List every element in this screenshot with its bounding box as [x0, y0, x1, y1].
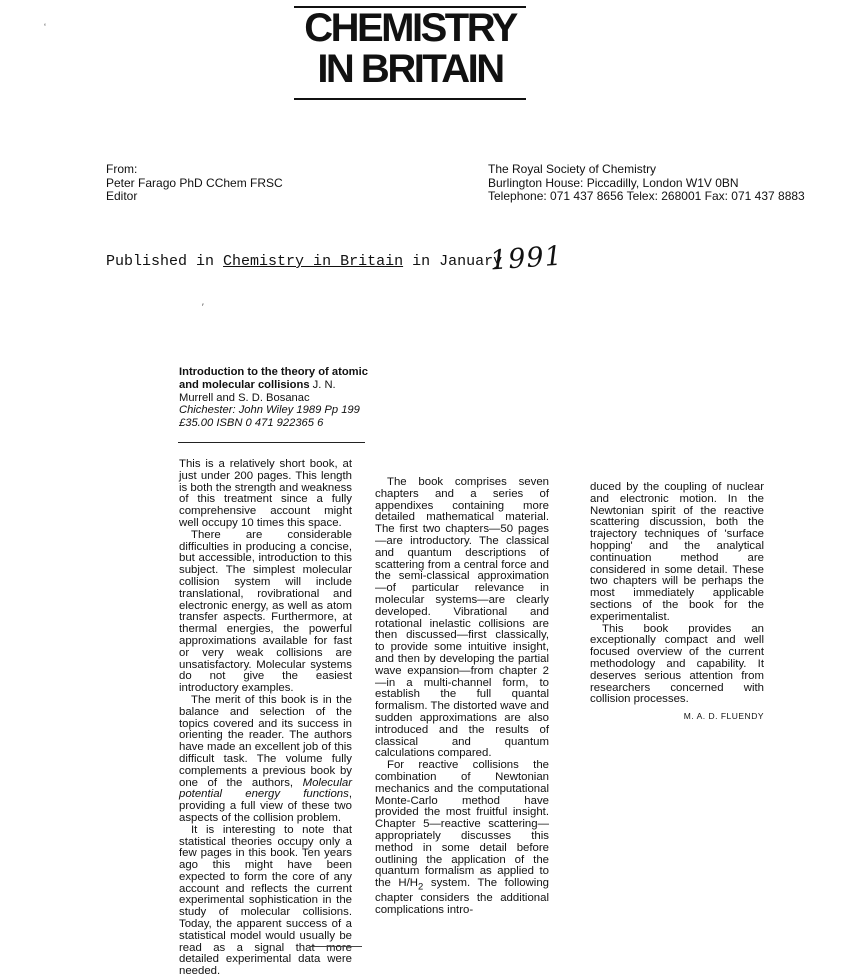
book-authors: J. N. Murrell and S. D. Bosanac — [179, 378, 336, 404]
header-rule — [178, 442, 365, 443]
review-column-1 — [179, 459, 352, 978]
organisation-block — [488, 163, 805, 204]
paragraph: For reactive collisions the combination of Newtonian mechanics and the computational Monte-Carlo method have provided the most fruitful insight. Chapter 5—reactive scattering—appropriately discusses this method in some detail before outlining the application of the quantum formalism as applied to the $H/H_2$ system. The following chapter considers the additional complications intro- — [375, 759, 549, 916]
published-suffix: in January — [412, 253, 503, 270]
book-title: Introduction to the theory of atomic and molecular collisions — [179, 366, 368, 391]
review-column-2 — [375, 477, 549, 917]
sender-block — [106, 163, 283, 204]
reviewer-signature: M. A. D. FLUENDY — [683, 711, 764, 722]
handwritten-year: 1991 — [489, 240, 564, 277]
cited-book-title: Molecular potential energy functions — [179, 776, 352, 801]
paragraph: The book comprises seven chapters and a series of appendixes containing more detailed mathematical material. The first two chapters—50 pages—are introductory. The classical and quantum descriptions of scattering from a central force and the semi-classical approximation—of particular relevance in molecular systems—are clearly developed. Vibrational and rotational inelastic collisions are then discussed—first classically, to provide some intuitive insight, and then by developing the partial wave expansion—from chapter 2—in a multi-channel form, to establish the full quantal formalism. The distorted wave and sudden approximations are also introduced and the results of classical and quantum calculations compared. — [375, 476, 549, 760]
organisation-name: The Royal Society of Chemistry — [488, 162, 657, 176]
paragraph: There are considerable difficulties in producing a concise, but accessible, introduction to this subject. The simplest molecular collision system will include translational, rovibrational and electronic energy, as well as atom transfer aspects. Furthermore, at thermal energies, the powerful approximations available for fast or very weak collisions are unsatisfactory. Molecular systems do not give the easiest introductory examples. — [179, 528, 352, 695]
scan-mark: ‘ — [44, 22, 46, 32]
masthead-line-1: CHEMISTRY — [304, 6, 516, 50]
review-header — [179, 366, 369, 430]
review-column-3 — [590, 482, 764, 723]
masthead-line-2: IN BRITAIN — [317, 47, 503, 91]
sender-role: Editor — [106, 189, 138, 203]
published-line — [106, 253, 502, 270]
masthead — [294, 6, 526, 100]
paragraph: This is a relatively short book, at just under 200 pages. This length is both the strength and weakness of this treatment since a fully comprehensive account might well occupy 10 times this space. — [179, 458, 352, 529]
sender-name: Peter Farago PhD CChem FRSC — [106, 175, 283, 190]
paragraph: It is interesting to note that statistical theories occupy only a few pages in this book. Ten years ago this might have been expected to form the core of any account and reflects the current experimental sophistication in the study of molecular collisions. Today, the apparent success of a statistical model would usually be read as a signal that more detailed experimental data were needed. — [179, 823, 352, 978]
organisation-address: Burlington House: Piccadilly, London W1V 0BN — [488, 175, 739, 190]
paragraph: The merit of this book is in the balance and selection of the topics covered and its success in orienting the reader. The authors have made an excellent job of this difficult task. The volume fully complements a previous book by one of the authors, Molecular potential energy functions, providing a full view of these two aspects of the collision problem. — [179, 693, 352, 824]
scan-mark: ′ — [202, 302, 204, 312]
paragraph: duced by the coupling of nuclear and electronic motion. In the Newtonian spirit of the reactive scattering discussion, both the trajectory techniques of 'surface hopping' and the analytical continuation method are considered in some detail. These two chapters will be perhaps the most immediately applicable sections of the book for the experimentalist. — [590, 481, 764, 623]
paragraph: This book provides an exceptionally compact and well focused overview of the current methodology and capability. It deserves serious attention from researchers concerned with collision processes. — [590, 622, 764, 706]
published-journal: Chemistry in Britain — [223, 253, 404, 270]
published-prefix: Published in — [106, 253, 215, 270]
book-publisher: Chichester: John Wiley 1989 Pp 199 £35.00 ISBN 0 471 922365 6 — [179, 404, 360, 430]
column-end-rule — [310, 946, 362, 947]
organisation-contact: Telephone: 071 437 8656 Telex: 268001 Fax: 071 437 8883 — [488, 189, 805, 203]
sender-label: From: — [106, 162, 138, 176]
